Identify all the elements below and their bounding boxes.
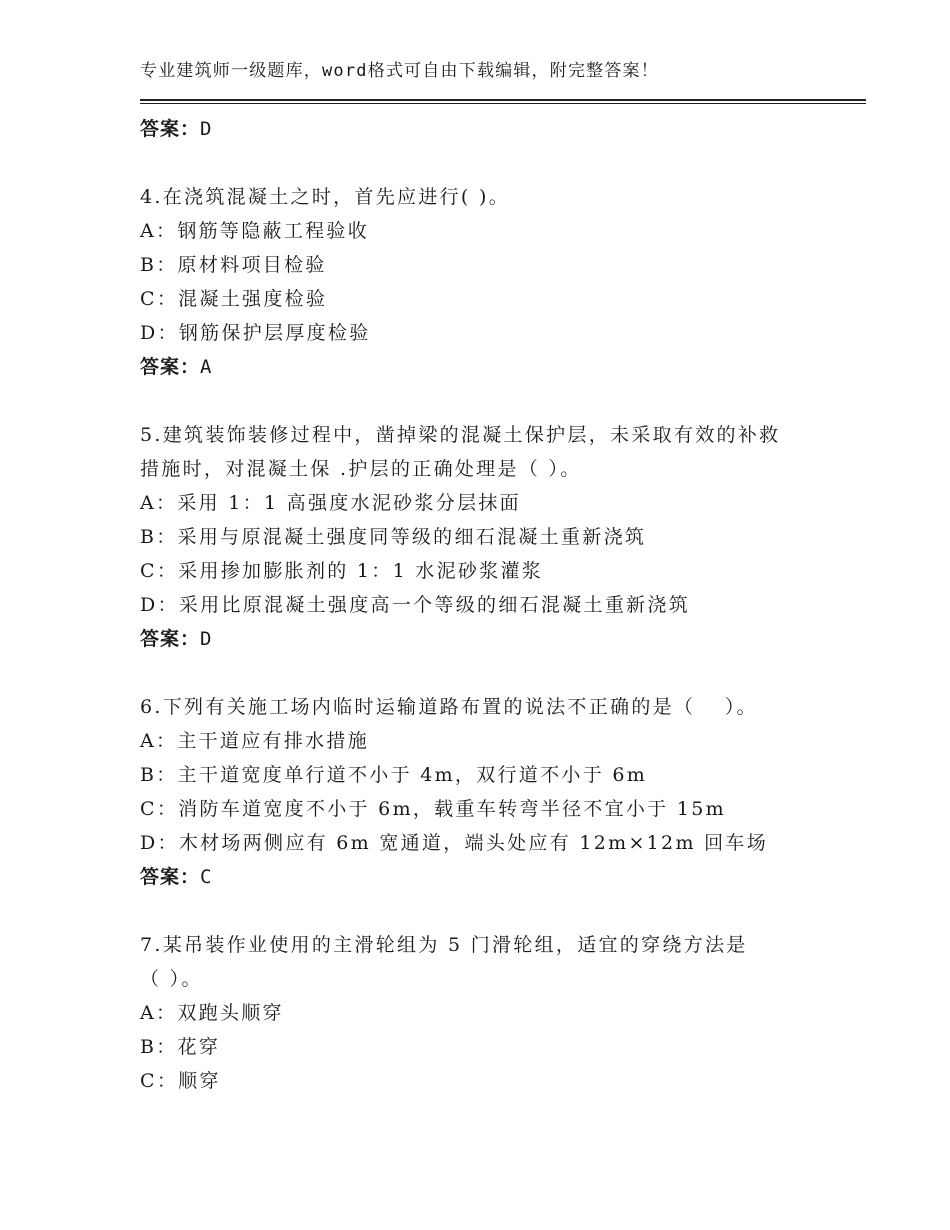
question-stem: 7.某吊装作业使用的主滑轮组为 5 门滑轮组，适宜的穿绕方法是 (140, 934, 748, 956)
answer-line (140, 350, 866, 384)
option-a: A：主干道应有排水措施 (140, 730, 370, 752)
spacer (140, 894, 866, 928)
question-stem: （ ）。 (140, 968, 203, 990)
answer-value: D (200, 118, 213, 140)
header-rule-thin (140, 103, 866, 104)
answer-label: 答案： (140, 628, 201, 650)
header-rule-thick (140, 99, 866, 101)
answer-value: D (200, 628, 213, 650)
option-b: B：采用与原混凝土强度同等级的细石混凝土重新浇筑 (140, 526, 647, 548)
answer-line (140, 622, 866, 656)
option-a: A：钢筋等隐蔽工程验收 (140, 220, 370, 242)
question-stem: 措施时，对混凝土保 .护层的正确处理是（ ）。 (140, 458, 582, 480)
answer-label: 答案： (140, 118, 201, 140)
option-b: B：主干道宽度单行道不小于 4m，双行道不小于 6m (140, 764, 648, 786)
answer-value: A (200, 356, 213, 378)
question-stem: 6.下列有关施工场内临时运输道路布置的说法不正确的是（ ）。 (140, 696, 758, 718)
option-c: C：采用掺加膨胀剂的 1：1 水泥砂浆灌浆 (140, 560, 544, 582)
option-a: A：双跑头顺穿 (140, 1002, 284, 1024)
answer-label: 答案： (140, 356, 201, 378)
page-header: 专业建筑师一级题库，word格式可自由下载编辑，附完整答案！ (140, 61, 659, 81)
question-stem: 4.在浇筑混凝土之时，首先应进行( )。 (140, 186, 510, 208)
spacer (140, 384, 866, 418)
spacer (140, 656, 866, 690)
option-b: B：原材料项目检验 (140, 254, 327, 276)
answer-line (140, 112, 866, 146)
option-c: C：顺穿 (140, 1070, 221, 1092)
option-d: D：木材场两侧应有 6m 宽通道，端头处应有 12m×12m 回车场 (140, 832, 769, 854)
option-c: C：混凝土强度检验 (140, 288, 328, 310)
option-a: A：采用 1：1 高强度水泥砂浆分层抹面 (140, 492, 521, 514)
answer-line (140, 860, 866, 894)
option-d: D：采用比原混凝土强度高一个等级的细石混凝土重新浇筑 (140, 594, 691, 616)
question-content (140, 112, 866, 1098)
question-stem: 5.建筑装饰装修过程中，凿掉梁的混凝土保护层，未采取有效的补救 (140, 424, 781, 446)
option-b: B：花穿 (140, 1036, 221, 1058)
option-c: C：消防车道宽度不小于 6m，载重车转弯半径不宜小于 15m (140, 798, 726, 820)
answer-label: 答案： (140, 866, 201, 888)
answer-value: C (200, 866, 213, 888)
option-d: D：钢筋保护层厚度检验 (140, 322, 371, 344)
spacer (140, 146, 866, 180)
